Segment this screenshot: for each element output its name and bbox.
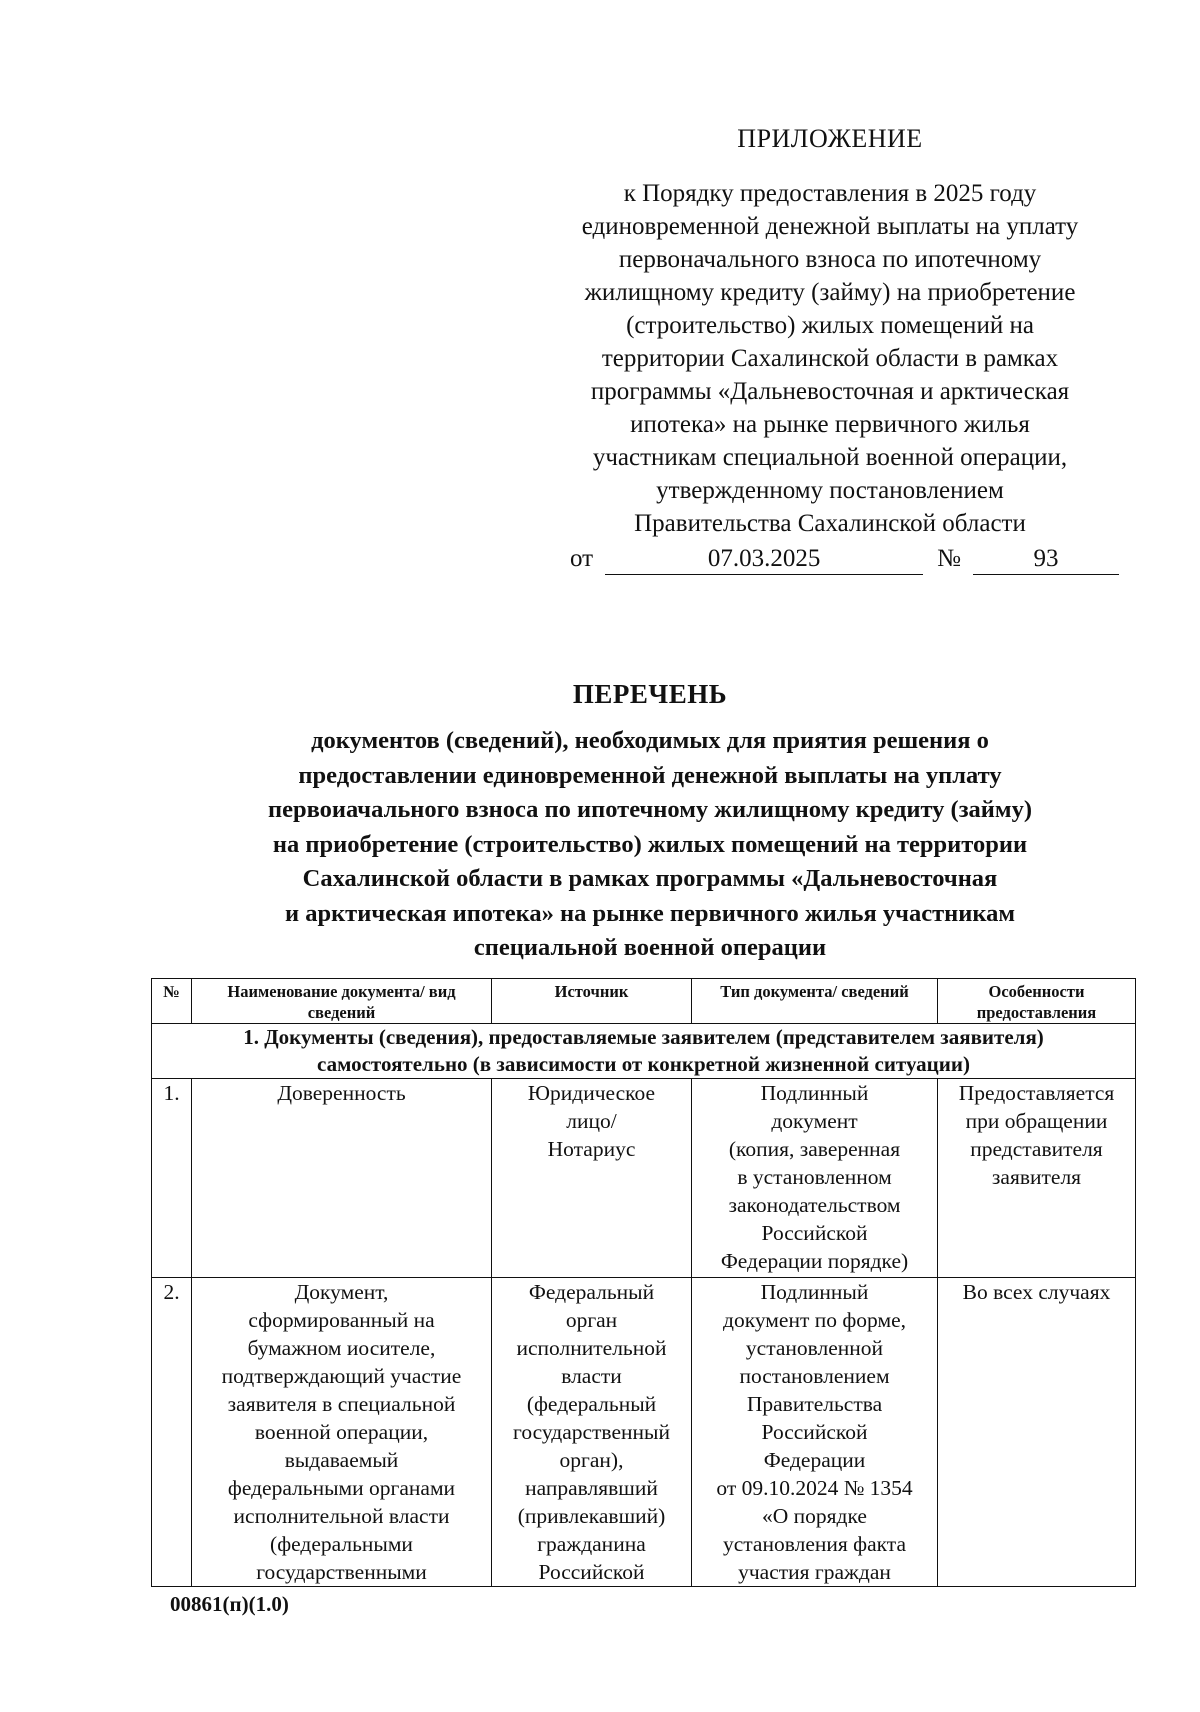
cell-line: (привлекавший) bbox=[517, 1504, 666, 1528]
document-code: 00861(п)(1.0) bbox=[170, 1592, 289, 1616]
cell-line: установленной bbox=[745, 1336, 884, 1360]
header-line: Наименование документа/ bbox=[227, 982, 425, 1001]
subtitle-line: документов (сведений), необходимых для приятия решения о bbox=[311, 727, 989, 754]
cell-line: «О порядке bbox=[762, 1504, 867, 1528]
subtitle-line: предоставлении единовременной денежной выплаты на уплату bbox=[298, 761, 1002, 789]
cell-line: Правительства bbox=[746, 1392, 883, 1416]
cell-line: Федерации порядке) bbox=[720, 1249, 909, 1273]
table-section-row bbox=[152, 1024, 1136, 1079]
cell-line: (копия, заверенная bbox=[728, 1137, 901, 1161]
cell-line: Российской bbox=[761, 1221, 868, 1245]
cell-line: орган bbox=[565, 1308, 618, 1332]
cell-line: Подлинный bbox=[760, 1280, 869, 1304]
cell-line: гражданина bbox=[537, 1532, 646, 1556]
section-line: самостоятельно (в зависимости от конкретной жизненной ситуации) bbox=[317, 1052, 970, 1076]
subtitle-line: Сахалинской области в рамках программы «Дальневосточная bbox=[302, 865, 998, 892]
cell-line: Документ, bbox=[294, 1280, 389, 1304]
cell-line: федеральными органами bbox=[227, 1476, 456, 1500]
row-source bbox=[492, 1079, 692, 1278]
cell-line: государственный bbox=[513, 1420, 670, 1444]
table-row bbox=[152, 1079, 1136, 1278]
header-notes bbox=[938, 979, 1136, 1024]
cell-line: государственными bbox=[256, 1560, 427, 1584]
cell-line: Федерации bbox=[763, 1448, 866, 1472]
cell-line: лицо/ bbox=[566, 1109, 617, 1133]
header-document-name bbox=[192, 979, 492, 1024]
section-heading bbox=[152, 1024, 1136, 1079]
cell-line: исполнительной власти bbox=[233, 1504, 450, 1528]
cell-line: (федеральными bbox=[270, 1532, 413, 1556]
cell-line: законодательством bbox=[728, 1193, 901, 1217]
table-header-row bbox=[152, 979, 1136, 1024]
row-document-name bbox=[192, 1079, 492, 1278]
subtitle-line: первоиачального взноса по ипотечному жилищному кредиту (займу) bbox=[267, 796, 1033, 823]
appendix-line: утвержденному постановлением bbox=[656, 477, 1004, 504]
appendix-line: жилищному кредиту (займу) на приобретение bbox=[584, 279, 1076, 306]
date-prefix: от bbox=[570, 545, 594, 572]
cell-line: представителя bbox=[970, 1137, 1103, 1161]
header-source bbox=[492, 979, 692, 1024]
appendix-block bbox=[548, 122, 1112, 575]
cell-line: документ по форме, bbox=[723, 1308, 906, 1332]
cell-line: направлявший bbox=[525, 1476, 658, 1500]
row-notes bbox=[938, 1278, 1136, 1587]
cell-line: документ bbox=[771, 1109, 858, 1133]
row-source bbox=[492, 1278, 692, 1587]
cell-line: Федеральный bbox=[528, 1280, 655, 1304]
cell-line: от 09.10.2024 № 1354 bbox=[716, 1476, 913, 1500]
header-line: предоставления bbox=[976, 1003, 1097, 1022]
subtitle-line: и арктическая ипотека» на рынке первичного жилья участникам bbox=[284, 899, 1016, 927]
appendix-line: территории Сахалинской области в рамках bbox=[601, 345, 1059, 372]
cell-line: в установленном bbox=[737, 1165, 892, 1189]
cell-line: Во всех случаях bbox=[962, 1280, 1111, 1304]
cell-line: при обращении bbox=[965, 1109, 1108, 1133]
appendix-title: ПРИЛОЖЕНИЕ bbox=[737, 124, 923, 153]
row-document-type bbox=[692, 1079, 938, 1278]
appendix-line: (строительство) жилых помещений на bbox=[626, 312, 1034, 339]
table-row bbox=[152, 1278, 1136, 1587]
row-number: 2. bbox=[152, 1278, 192, 1587]
cell-line: сформированный на bbox=[248, 1308, 435, 1332]
cell-line: Доверенность bbox=[277, 1081, 406, 1105]
cell-line: Подлинный bbox=[760, 1081, 869, 1105]
appendix-line: к Порядку предоставления в 2025 году bbox=[623, 180, 1037, 207]
cell-line: установления факта bbox=[722, 1532, 906, 1556]
appendix-line: ипотека» на рынке первичного жилья bbox=[630, 411, 1030, 438]
cell-line: Российской bbox=[761, 1420, 868, 1444]
row-document-type bbox=[692, 1278, 938, 1587]
documents-table bbox=[151, 978, 1136, 1587]
header-line: № bbox=[163, 982, 180, 1001]
cell-line: участия граждан bbox=[738, 1560, 891, 1584]
cell-line: заявителя в специальной bbox=[227, 1392, 456, 1416]
cell-line: исполнительной bbox=[516, 1336, 667, 1360]
cell-line: заявителя bbox=[991, 1165, 1082, 1189]
appendix-line: программы «Дальневосточная и арктическая bbox=[590, 378, 1070, 405]
cell-line: постановлением bbox=[739, 1364, 890, 1388]
cell-line: Предоставляется bbox=[958, 1081, 1115, 1105]
header-line: Источник bbox=[554, 982, 629, 1001]
number-sign: № bbox=[937, 545, 961, 572]
cell-line: бумажном иосителе, bbox=[247, 1336, 436, 1360]
header-document-type bbox=[692, 979, 938, 1024]
header-line: вид сведений bbox=[307, 982, 456, 1022]
list-subtitle bbox=[150, 724, 1150, 966]
cell-line: (федеральный bbox=[526, 1392, 657, 1416]
subtitle-line: на приобретение (строительство) жилых помещений на территории bbox=[272, 830, 1028, 858]
list-title-block bbox=[150, 676, 1150, 966]
cell-line: подтверждающий участие bbox=[221, 1364, 462, 1388]
cell-line: выдаваемый bbox=[284, 1448, 399, 1472]
cell-line: Юридическое bbox=[527, 1081, 656, 1105]
header-line: сведений bbox=[841, 982, 909, 1001]
subtitle-line: специальной военной операции bbox=[473, 934, 827, 961]
cell-line: Российской bbox=[538, 1560, 645, 1584]
header-line: Тип документа/ bbox=[720, 982, 838, 1001]
row-number: 1. bbox=[152, 1079, 192, 1278]
cell-line: власти bbox=[561, 1364, 622, 1388]
row-document-name bbox=[192, 1278, 492, 1587]
row-notes bbox=[938, 1079, 1136, 1278]
header-number bbox=[152, 979, 192, 1024]
appendix-line: Правительства Сахалинской области bbox=[634, 510, 1026, 537]
appendix-line: единовременной денежной выплаты на уплату bbox=[581, 213, 1079, 240]
decree-number: 93 bbox=[973, 544, 1119, 575]
appendix-line: участникам специальной военной операции, bbox=[592, 444, 1068, 471]
appendix-line: первоначального взноса по ипотечному bbox=[618, 246, 1042, 273]
decree-date: 07.03.2025 bbox=[605, 544, 923, 575]
cell-line: орган), bbox=[559, 1448, 624, 1472]
cell-line: Нотариус bbox=[547, 1137, 636, 1161]
cell-line: военной операции, bbox=[254, 1420, 429, 1444]
header-line: Особенности bbox=[988, 982, 1085, 1001]
section-line: 1. Документы (сведения), предоставляемые заявителем (представителем заявителя) bbox=[243, 1025, 1044, 1049]
list-title: ПЕРЕЧЕНЬ bbox=[572, 679, 728, 709]
decree-date-row bbox=[548, 542, 1112, 575]
